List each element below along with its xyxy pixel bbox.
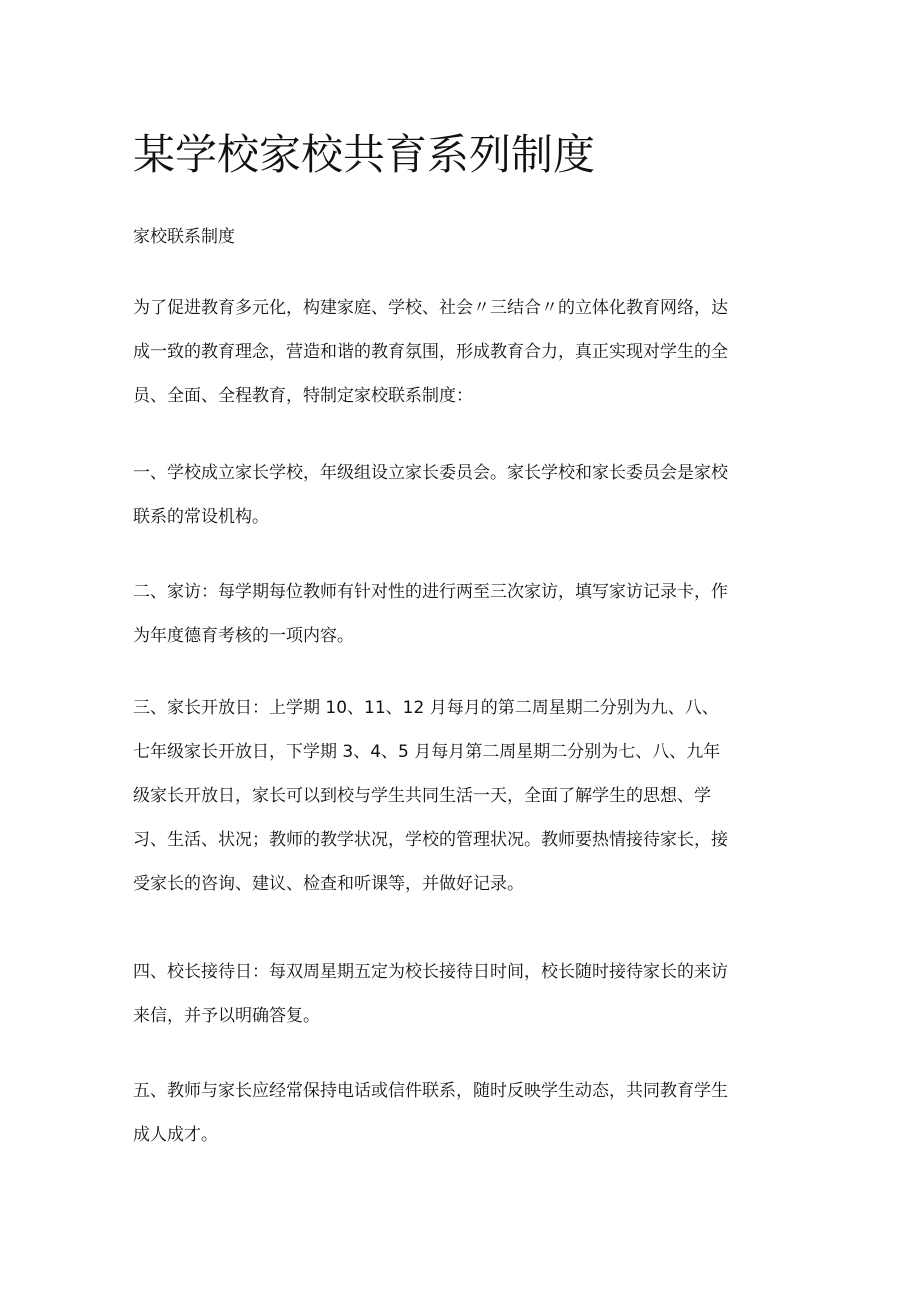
paragraph-line: 员、全面、全程教育，特制定家校联系制度：: [133, 386, 473, 406]
paragraph-item-4: [133, 950, 793, 1038]
paragraph-line: 为年度德育考核的一项内容。: [133, 626, 354, 646]
paragraph-item-5: [133, 1069, 793, 1157]
section-heading: 家校联系制度: [133, 227, 235, 247]
paragraph-line: 为了促进教育多元化，构建家庭、学校、社会〃三结合〃的立体化教育网络，达: [133, 298, 728, 318]
paragraph-line: 七年级家长开放日，下学期 3、4、5 月每月第二周星期二分别为七、八、九年: [133, 742, 721, 762]
paragraph-item-2: [133, 570, 793, 658]
paragraph-line: 级家长开放日，家长可以到校与学生共同生活一天，全面了解学生的思想、学: [133, 786, 711, 806]
paragraph-line: 二、家访：每学期每位教师有针对性的进行两至三次家访，填写家访记录卡，作: [133, 582, 728, 602]
paragraph-intro: [133, 286, 793, 418]
paragraph-item-1: [133, 451, 793, 539]
paragraph-line: 联系的常设机构。: [133, 507, 269, 527]
paragraph-line: 五、教师与家长应经常保持电话或信件联系，随时反映学生动态，共同教育学生: [133, 1081, 728, 1101]
paragraph-line: 成人成才。: [133, 1125, 218, 1145]
paragraph-line: 一、学校成立家长学校，年级组设立家长委员会。家长学校和家长委员会是家校: [133, 463, 728, 483]
paragraph-line: 来信，并予以明确答复。: [133, 1006, 320, 1026]
paragraph-line: 三、家长开放日：上学期 10、11、12 月每月的第二周星期二分别为九、八、: [133, 698, 719, 718]
document-title: 某学校家校共育系列制度: [133, 130, 596, 179]
paragraph-item-3: [133, 686, 793, 906]
paragraph-line: 习、生活、状况；教师的教学状况，学校的管理状况。教师要热情接待家长，接: [133, 830, 728, 850]
paragraph-line: 四、校长接待日：每双周星期五定为校长接待日时间，校长随时接待家长的来访: [133, 962, 728, 982]
paragraph-line: 受家长的咨询、建议、检查和听课等，并做好记录。: [133, 874, 524, 894]
paragraph-line: 成一致的教育理念，营造和谐的教育氛围，形成教育合力，真正实现对学生的全: [133, 342, 728, 362]
